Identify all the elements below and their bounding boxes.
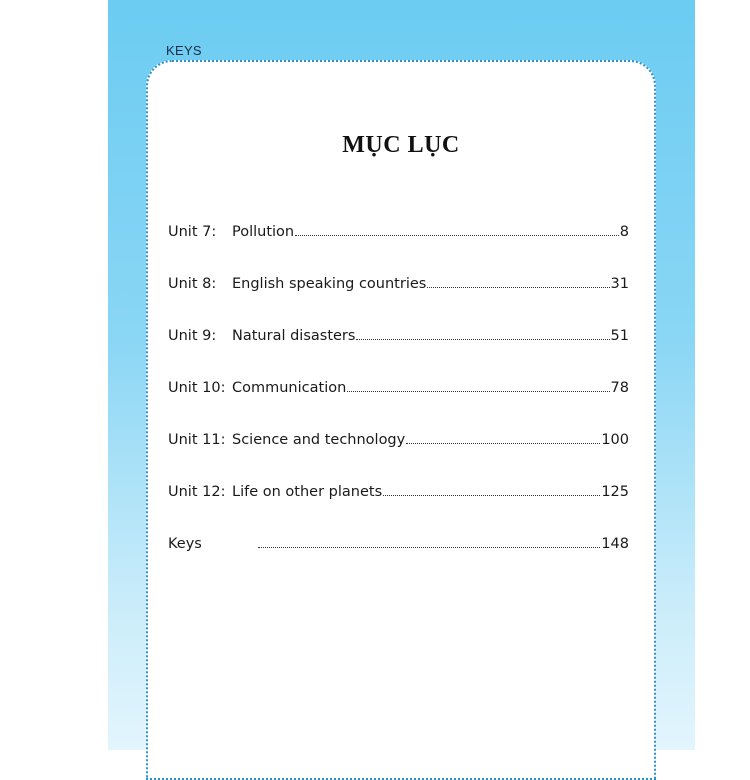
toc-page-number: 8 <box>619 224 629 240</box>
toc-entry-unit-11[interactable] <box>168 428 629 448</box>
toc-unit-label: Unit 8: <box>168 276 217 292</box>
toc-entry-title: Natural disasters <box>232 328 356 344</box>
toc-page-number: 51 <box>610 328 629 344</box>
dot-leader <box>356 337 609 340</box>
dot-leader <box>383 493 600 496</box>
toc-entry-unit-9[interactable] <box>168 324 629 344</box>
toc-entry-unit-8[interactable] <box>168 272 629 292</box>
toc-unit-label: Keys <box>168 536 202 552</box>
toc-entry-keys[interactable] <box>168 532 629 552</box>
toc-unit-label: Unit 11: <box>168 432 226 448</box>
dot-leader <box>427 285 609 288</box>
toc-entry-title: Communication <box>232 380 347 396</box>
toc-unit-label: Unit 10: <box>168 380 226 396</box>
table-of-contents-panel <box>146 60 656 780</box>
toc-page-number: 148 <box>601 536 629 552</box>
toc-page-number: 100 <box>601 432 629 448</box>
toc-entry-title: English speaking countries <box>232 276 427 292</box>
toc-entry-title: Science and technology <box>232 432 406 448</box>
toc-entry-title: Pollution <box>232 224 295 240</box>
book-page <box>108 0 695 750</box>
dot-leader <box>258 545 600 548</box>
toc-unit-label: Unit 7: <box>168 224 217 240</box>
toc-entry-title: Life on other planets <box>232 484 383 500</box>
toc-page-number: 31 <box>610 276 629 292</box>
dot-leader <box>347 389 609 392</box>
dot-leader <box>295 233 619 236</box>
toc-entry-unit-12[interactable] <box>168 480 629 500</box>
dot-leader <box>406 441 600 444</box>
section-label: KEYS <box>166 43 202 58</box>
toc-entry-unit-7[interactable] <box>168 220 629 240</box>
toc-page-number: 78 <box>610 380 629 396</box>
toc-unit-label: Unit 12: <box>168 484 226 500</box>
toc-entry-unit-10[interactable] <box>168 376 629 396</box>
toc-title: MỤC LỤC <box>342 132 460 158</box>
toc-unit-label: Unit 9: <box>168 328 217 344</box>
toc-page-number: 125 <box>601 484 629 500</box>
